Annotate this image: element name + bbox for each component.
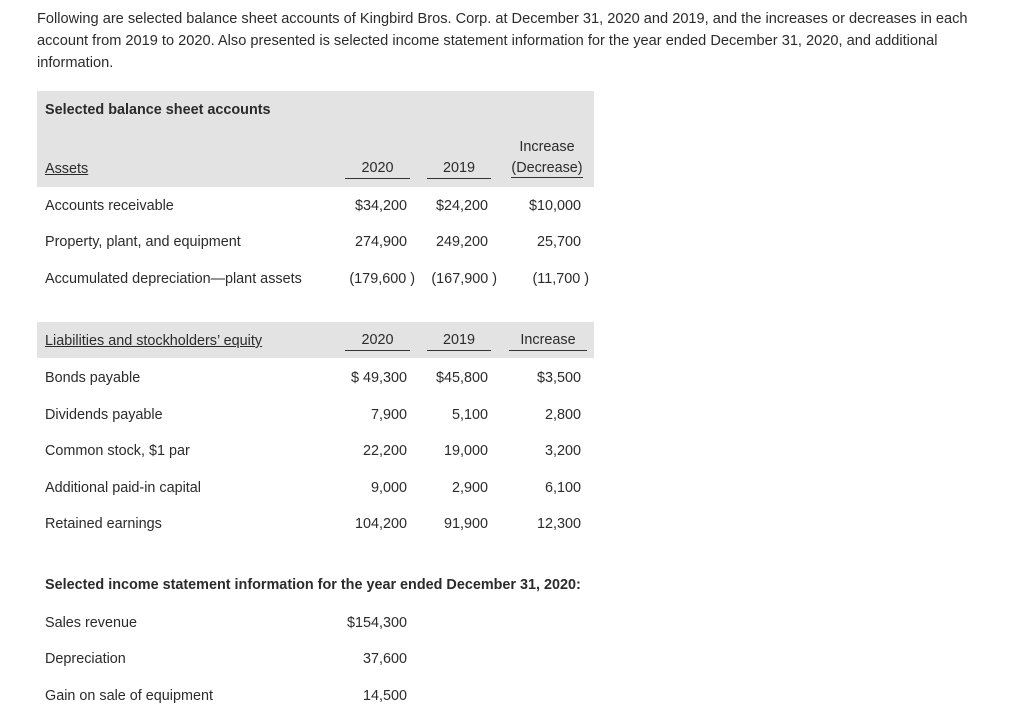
liabilities-heading: Liabilities and stockholders’ equity xyxy=(45,333,263,349)
col-2020-label: 2020 xyxy=(345,159,410,179)
value-2019: $24,200 xyxy=(435,198,488,214)
value-increase: 3,200 xyxy=(544,443,581,459)
value-2020: 274,900 xyxy=(354,234,407,250)
liab-col-inc-header xyxy=(508,331,588,351)
row-label: Property, plant, and equipment xyxy=(45,234,241,250)
liab-col-2020-header xyxy=(345,331,410,351)
row-label: Depreciation xyxy=(45,651,126,667)
row-label: Dividends payable xyxy=(45,407,163,423)
col-inc-header-line1: Increase xyxy=(519,139,575,155)
row-label: Bonds payable xyxy=(45,370,141,386)
value-increase: 6,100 xyxy=(544,480,581,496)
value-increase: $3,500 xyxy=(536,370,581,386)
liab-col-2019-header xyxy=(427,331,491,351)
value-2020: 22,200 xyxy=(362,443,407,459)
value-2019: 91,900 xyxy=(443,516,488,532)
liab-col-inc-label: Increase xyxy=(509,331,587,351)
col-2020-header xyxy=(345,159,410,179)
value-2020: 7,900 xyxy=(370,407,407,423)
liab-col-2019-label: 2019 xyxy=(427,331,491,351)
row-label: Sales revenue xyxy=(45,615,138,631)
value-2020: $ 49,300 xyxy=(350,370,407,386)
value-2019: 2,900 xyxy=(451,480,488,496)
col-2019-label: 2019 xyxy=(427,159,491,179)
value-2019: 5,100 xyxy=(451,407,488,423)
balance-title: Selected balance sheet accounts xyxy=(45,102,271,118)
row-label: Common stock, $1 par xyxy=(45,443,190,459)
value-2020: (179,600 ) xyxy=(349,271,415,287)
row-label: Retained earnings xyxy=(45,516,162,532)
income-title: Selected income statement information for the year ended December 31, 2020: xyxy=(45,577,581,593)
intro-paragraph: Following are selected balance sheet accounts of Kingbird Bros. Corp. at December 31, 2020 and 2019, and the increases or decreases in each account from 2019 to 2020. Also presented is selected income statement information for the year ended December 31, 2020, and additional information. xyxy=(37,11,968,71)
value-increase: $10,000 xyxy=(528,198,581,214)
value-increase: (11,700 ) xyxy=(532,271,589,287)
value-increase: 12,300 xyxy=(536,516,581,532)
liab-col-2020-label: 2020 xyxy=(345,331,410,351)
income-value: 14,500 xyxy=(362,688,407,704)
value-2020: $34,200 xyxy=(354,198,407,214)
value-2019: (167,900 ) xyxy=(431,271,497,287)
income-value: $154,300 xyxy=(346,615,407,631)
col-inc-header-line2 xyxy=(508,159,586,177)
value-2019: $45,800 xyxy=(435,370,488,386)
value-increase: 2,800 xyxy=(544,407,581,423)
assets-heading: Assets xyxy=(45,161,89,177)
value-2020: 104,200 xyxy=(354,516,407,532)
income-value: 37,600 xyxy=(362,651,407,667)
value-increase: 25,700 xyxy=(536,234,581,250)
row-label: Gain on sale of equipment xyxy=(45,688,214,704)
value-2020: 9,000 xyxy=(370,480,407,496)
value-2019: 249,200 xyxy=(435,234,488,250)
value-2019: 19,000 xyxy=(443,443,488,459)
row-label: Accumulated depreciation—plant assets xyxy=(45,271,302,287)
row-label: Additional paid-in capital xyxy=(45,480,201,496)
col-inc-label: (Decrease) xyxy=(511,160,583,176)
row-label: Accounts receivable xyxy=(45,198,174,214)
col-2019-header xyxy=(427,159,491,179)
